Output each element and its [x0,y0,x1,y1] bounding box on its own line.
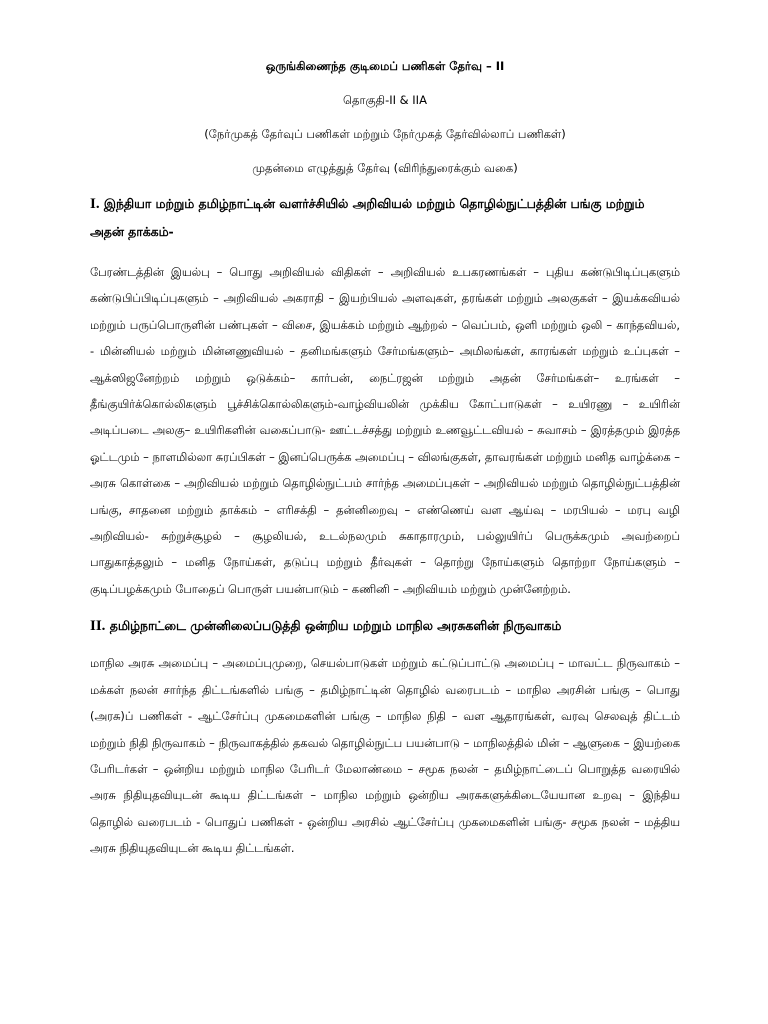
section-1-title: இந்தியா மற்றும் தமிழ்நாட்டின் வளர்ச்சியில் அறிவியல் மற்றும் தொழில்நுட்பத்தின் பங்கு மற்றும் அதன் தாக்கம்- [90,196,645,239]
section-1-number: I. [90,196,100,212]
section-1-heading [90,190,680,245]
exam-type: முதன்மை எழுத்துத் தேர்வு (விரிந்துரைக்கும் வகை) [252,161,518,175]
section-1-body: பேரண்டத்தின் இயல்பு – பொது அறிவியல் விதிகள் – அறிவியல் உபகரணங்கள் – புதிய கண்டுபிடிப்புகளும் கண்டுபிப்பிடிப்புகளும் – அறிவியல் அகராதி – இயற்பியல் அளவுகள், தரங்கள் மற்றும் அலகுகள் – இயக்கவியல் மற்றும் பருப்பொருளின் பண்புகள் – விசை, இயக்கம் மற்றும் ஆற்றல் – வெப்பம், ஒளி மற்றும் ஒலி – காந்தவியல், - மின்னியல் மற்றும் மின்னணுவியல் – தனிமங்களும் சேர்மங்களும்– அமிலங்கள், காரங்கள் மற்றும் உப்புகள் – ஆக்ஸிஜனேற்றம் மற்றும் ஒடுக்கம்– கார்பன், நைட்ரஜன் மற்றும் அதன் சேர்மங்கள்– உரங்கள் – தீங்குயிர்க்கொல்லிகளும் பூச்சிக்கொல்லிகளும்-வாழ்வியலின் முக்கிய கோட்பாடுகள் – உயிரணு – உயிரின் அடிப்படை அலகு– உயிரிகளின் வகைப்பாடு- ஊட்டச்சத்து மற்றும் உணவூட்டவியல் – சுவாசம் – இரத்தமும் இரத்த ஓட்டமும் – நாளமில்லா சுரப்பிகள் – இனப்பெருக்க அமைப்பு – விலங்குகள், தாவரங்கள் மற்றும் மனித வாழ்க்கை – அரசு கொள்கை – அறிவியல் மற்றும் தொழில்நுட்பம் சார்ந்த அமைப்புகள் – அறிவியல் மற்றும் தொழில்நுட்பத்தின் பங்கு, சாதனை மற்றும் தாக்கம் – எரிசக்தி – தன்னிறைவு – எண்ணெய் வள ஆய்வு – மரபியல் – மரபு வழி அறிவியல்- சுற்றுச்சூழல் – சூழலியல், உடல்நலமும் சுகாதாரமும், பல்லுயிர்ப் பெருக்கமும் அவற்றைப் பாதுகாத்தலும் – மனித நோய்கள், தடுப்பு மற்றும் தீர்வுகள் – தொற்று நோய்களும் தொற்றா நோய்களும் – குடிப்பழக்கமும் போதைப் பொருள் பயன்பாடும் – கணினி – அறிவியம் மற்றும் முன்னேற்றம். [90,265,680,596]
section-2-heading [90,612,680,640]
section-2-number: II. [90,618,106,635]
section-2-body: மாநில அரசு அமைப்பு – அமைப்புமுறை, செயல்பாடுகள் மற்றும் கட்டுப்பாட்டு அமைப்பு – மாவட்ட நிருவாகம் – மக்கள் நலன் சார்ந்த திட்டங்களில் பங்கு – தமிழ்நாட்டின் தொழில் வரைபடம் – மாநில அரசின் பங்கு – பொது (அரசு)ப் பணிகள் - ஆட்சேர்ப்பு முகமைகளின் பங்கு – மாநில நிதி – வள ஆதாரங்கள், வரவு செலவுத் திட்டம் மற்றும் நிதி நிருவாகம் – நிருவாகத்தில் தகவல் தொழில்நுட்ப பயன்பாடு – மாநிலத்தில் மின் – ஆளுகை – இயற்கை பேரிடர்கள் – ஒன்றிய மற்றும் மாநில பேரிடர் மேலாண்மை – சமூக நலன் – தமிழ்நாட்டைப் பொறுத்த வரையில் அரசு நிதியுதவியுடன் கூடிய திட்டங்கள் – மாநில மற்றும் ஒன்றிய அரசுகளுக்கிடையேயான உறவு – இந்திய தொழில் வரைபடம் - பொதுப் பணிகள் - ஒன்றிய அரசில் ஆட்சேர்ப்பு முகமைகளின் பங்கு- சமூக நலன் – மத்திய அரசு நிதியுதவியுடன் கூடிய திட்டங்கள். [90,656,680,856]
section-2-title: தமிழ்நாட்டை முன்னிலைப்படுத்தி ஒன்றிய மற்றும் மாநில அரசுகளின் நிருவாகம் [109,618,562,634]
paper-title: தொகுதி-II & IIA [343,93,427,107]
scheme-note: (நேர்முகத் தேர்வுப் பணிகள் மற்றும் நேர்முகத் தேர்வில்லாப் பணிகள்) [204,127,566,141]
document-title: ஒருங்கிணைந்த குடிமைப் பணிகள் தேர்வு – II [265,59,505,73]
